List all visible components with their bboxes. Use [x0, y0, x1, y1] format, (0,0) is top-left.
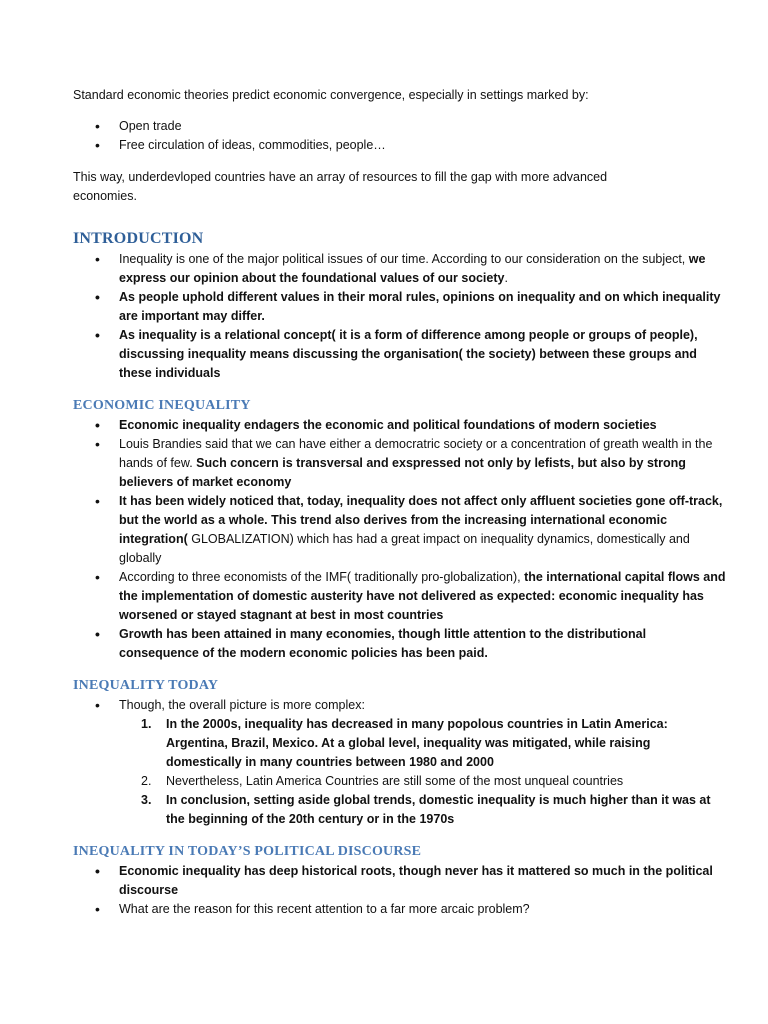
- numbered-item: [73, 772, 728, 791]
- list-item: • What are the reason for this recent attention to a far more arcaic problem?: [73, 900, 728, 919]
- text-plain: GLOBALIZATION) which has had a great impact on inequality dynamics, domestically and globally: [119, 532, 690, 565]
- list-item: • Free circulation of ideas, commodities, people…: [73, 136, 728, 155]
- item-text: In conclusion, setting aside global trends, domestic inequality is much higher than it was at the beginning of the 20th century or in the 1970s: [166, 793, 711, 826]
- introduction-list: [73, 250, 728, 383]
- list-item: [73, 250, 728, 288]
- introduction-heading: INTRODUCTION: [73, 230, 204, 247]
- list-item: [73, 435, 728, 492]
- item-number: 1.: [141, 717, 152, 731]
- list-item: • Growth has been attained in many economies, though little attention to the distributional consequence of the modern economic policies has been paid.: [73, 625, 728, 663]
- text-plain: .: [504, 271, 508, 285]
- inequality-today-numbered-list: [73, 715, 728, 829]
- list-item: • As inequality is a relational concept( it is a form of difference among people or groups of people), discussing inequality means discussing the organisation( the society) between these groups and these individuals: [73, 326, 728, 383]
- numbered-item: [73, 715, 728, 772]
- text-bold: we express our opinion about the foundational values of our society: [119, 252, 706, 285]
- economic-inequality-heading: ECONOMIC INEQUALITY: [73, 398, 251, 413]
- list-item: • Though, the overall picture is more complex:: [73, 696, 728, 715]
- opening-closing-paragraph: This way, underdevloped countries have an array of resources to fill the gap with more advanced economies.: [73, 170, 608, 203]
- political-discourse-list: [73, 862, 728, 919]
- list-item: • Economic inequality endagers the economic and political foundations of modern societies: [73, 416, 728, 435]
- inequality-today-list: [73, 696, 728, 715]
- item-text: Nevertheless, Latin America Countries are still some of the most unqueal countries: [166, 774, 624, 788]
- list-item: [73, 492, 728, 568]
- item-number: 3.: [141, 793, 152, 807]
- list-item: [73, 568, 728, 625]
- text-plain: Inequality is one of the major political issues of our time. According to our consideration on the subject,: [119, 252, 689, 266]
- text-bold: It has been widely noticed that, today, inequality does not affect only affluent societies gone off-track, but the world as a whole. This trend also derives from the increasing international economic integration(: [119, 494, 723, 546]
- political-discourse-heading: INEQUALITY IN TODAY’S POLITICAL DISCOURSE: [73, 844, 422, 859]
- list-item: • Open trade: [73, 117, 728, 136]
- text-bold: the international capital flows and the implementation of domestic austerity have not delivered as expected: economic inequality has worsened or stayed stagnant at best in most countries: [119, 570, 726, 622]
- inequality-today-heading: INEQUALITY TODAY: [73, 678, 219, 693]
- opening-bullet-list: [73, 117, 728, 155]
- text-plain: Louis Brandies said that we can have either a democratric society or a concentration of greath wealth in the hands of few.: [119, 437, 713, 470]
- item-text: In the 2000s, inequality has decreased in many popolous countries in Latin America: Argentina, Brazil, Mexico. At a global level, inequality was mitigated, while raising domestically in many countries between 1980 and 2000: [166, 717, 668, 769]
- list-item: • As people uphold different values in their moral rules, opinions on inequality and on which inequality are important may differ.: [73, 288, 728, 326]
- numbered-item: [73, 791, 728, 829]
- text-bold: Such concern is transversal and exspressed not only by lefists, but also by strong believers of market economy: [119, 456, 686, 489]
- economic-inequality-list: [73, 416, 728, 663]
- opening-line: Standard economic theories predict economic convergence, especially in settings marked by:: [73, 88, 589, 102]
- list-item: • Economic inequality has deep historical roots, though never has it mattered so much in the political discourse: [73, 862, 728, 900]
- item-number: 2.: [141, 774, 152, 788]
- text-plain: According to three economists of the IMF( traditionally pro-globalization),: [119, 570, 525, 584]
